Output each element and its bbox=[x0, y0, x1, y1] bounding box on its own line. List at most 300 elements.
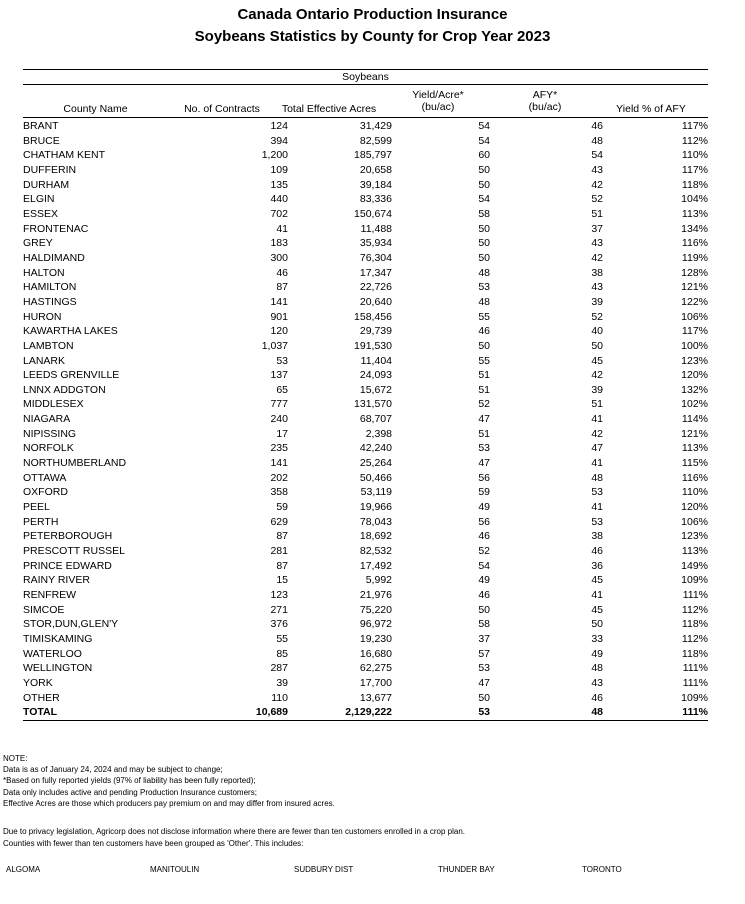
yield-per-acre-cell: 49 bbox=[478, 574, 490, 587]
col-header-contracts: No. of Contracts bbox=[184, 103, 260, 115]
total-acres-cell: 76,304 bbox=[359, 251, 392, 264]
yield-pct-afy-cell: 117% bbox=[681, 163, 708, 176]
contracts-cell: 53 bbox=[276, 354, 288, 367]
contracts-cell: 17 bbox=[276, 427, 288, 440]
total-acres-cell: 21,976 bbox=[359, 589, 392, 601]
contracts-cell: 440 bbox=[270, 193, 288, 206]
afy-cell: 40 bbox=[591, 325, 603, 338]
total-acres-cell: 131,570 bbox=[354, 398, 392, 411]
table-row bbox=[23, 383, 708, 398]
total-acres-cell: 15,672 bbox=[359, 383, 392, 396]
col-header-yield-line1: Yield/Acre* bbox=[412, 89, 464, 101]
yield-per-acre-cell: 59 bbox=[478, 486, 490, 499]
col-header-county: County Name bbox=[63, 103, 128, 115]
yield-per-acre-cell: 46 bbox=[478, 589, 490, 601]
yield-pct-afy-cell: 120% bbox=[681, 369, 708, 382]
privacy-note-line: Counties with fewer than ten customers have been grouped as 'Other'. This includes: bbox=[3, 839, 304, 848]
yield-pct-afy-cell: 113% bbox=[681, 545, 708, 558]
contracts-cell: 394 bbox=[270, 134, 288, 147]
afy-cell: 39 bbox=[591, 295, 603, 308]
yield-pct-afy-cell: 119% bbox=[681, 251, 708, 264]
county-name-cell: OTTAWA bbox=[23, 471, 67, 484]
afy-cell: 52 bbox=[591, 310, 603, 323]
county-name-cell: OTHER bbox=[23, 691, 60, 704]
county-name-cell: HURON bbox=[23, 310, 62, 323]
yield-per-acre-cell: 56 bbox=[478, 471, 490, 484]
contracts-cell: 110 bbox=[271, 691, 288, 704]
county-name-cell: CHATHAM KENT bbox=[23, 149, 106, 162]
table-row bbox=[23, 500, 708, 515]
total-acres-cell: 68,707 bbox=[359, 413, 392, 426]
table-row bbox=[23, 691, 708, 706]
table-row bbox=[23, 236, 708, 251]
afy-cell: 45 bbox=[591, 354, 603, 367]
table-row bbox=[23, 515, 708, 530]
county-name-cell: FRONTENAC bbox=[23, 222, 89, 235]
afy-cell: 51 bbox=[591, 398, 603, 411]
table-row bbox=[23, 207, 708, 222]
contracts-cell: 85 bbox=[276, 647, 288, 660]
afy-cell: 37 bbox=[591, 222, 603, 235]
afy-cell: 45 bbox=[591, 603, 603, 616]
yield-pct-afy-cell: 110% bbox=[681, 486, 708, 499]
total-acres-cell: 25,264 bbox=[359, 457, 392, 470]
yield-per-acre-cell: 54 bbox=[478, 559, 490, 572]
table-row bbox=[23, 178, 708, 193]
yield-pct-afy-cell: 112% bbox=[681, 632, 708, 645]
county-name-cell: HASTINGS bbox=[23, 295, 77, 308]
yield-per-acre-cell: 56 bbox=[478, 515, 490, 528]
table-row bbox=[23, 573, 708, 588]
yield-per-acre-cell: 49 bbox=[478, 501, 490, 514]
note-line: Data only includes active and pending Production Insurance customers; bbox=[3, 787, 257, 797]
table-row bbox=[23, 471, 708, 486]
yield-per-acre-cell: 47 bbox=[478, 457, 490, 470]
afy-cell: 50 bbox=[591, 618, 603, 631]
other-county-4: TORONTO bbox=[582, 865, 622, 874]
county-name-cell: NORFOLK bbox=[23, 442, 74, 455]
afy-cell: 54 bbox=[591, 149, 603, 162]
yield-per-acre-cell: 58 bbox=[478, 207, 490, 220]
total-acres-cell: 78,043 bbox=[359, 515, 392, 528]
note-line: Effective Acres are those which producers pay premium on and may differ from insured acres. bbox=[3, 798, 335, 808]
table-row bbox=[23, 163, 708, 178]
county-name-cell: PETERBOROUGH bbox=[23, 530, 113, 543]
yield-pct-afy-cell: 117% bbox=[681, 120, 708, 132]
note-line: Data is as of January 24, 2024 and may be subject to change; bbox=[3, 765, 223, 775]
yield-pct-afy-cell: 132% bbox=[681, 383, 708, 396]
contracts-cell: 376 bbox=[270, 618, 288, 631]
yield-per-acre-cell: 53 bbox=[478, 442, 490, 455]
note-line: NOTE: bbox=[3, 754, 28, 763]
yield-per-acre-cell: 51 bbox=[478, 427, 490, 440]
table-row bbox=[23, 559, 708, 574]
yield-per-acre-cell: 57 bbox=[478, 647, 490, 660]
table-row bbox=[23, 324, 708, 339]
total-acres-cell: 191,530 bbox=[354, 339, 392, 352]
table-row bbox=[23, 544, 708, 559]
yield-pct-afy-cell: 117% bbox=[681, 325, 708, 338]
total-acres-cell: 75,220 bbox=[359, 603, 392, 616]
table-row bbox=[23, 251, 708, 266]
contracts-cell: 141 bbox=[270, 457, 288, 470]
yield-pct-afy-cell: 109% bbox=[681, 574, 708, 587]
report-title: Canada Ontario Production Insurance bbox=[237, 6, 508, 23]
afy-cell: 48 bbox=[591, 662, 603, 675]
yield-pct-afy-cell: 121% bbox=[681, 427, 708, 440]
col-header-acres: Total Effective Acres bbox=[281, 103, 377, 115]
yield-pct-afy-cell: 115% bbox=[681, 457, 708, 470]
total-acres-cell: 17,700 bbox=[359, 676, 392, 689]
yield-per-acre-cell: 47 bbox=[478, 676, 490, 689]
county-name-cell: NIAGARA bbox=[23, 413, 71, 426]
county-name-cell: HAMILTON bbox=[23, 281, 77, 294]
afy-cell: 50 bbox=[591, 339, 603, 352]
yield-pct-afy-cell: 111% bbox=[682, 706, 708, 719]
yield-per-acre-cell: 50 bbox=[478, 178, 490, 191]
contracts-cell: 123 bbox=[270, 589, 288, 601]
afy-cell: 48 bbox=[591, 134, 603, 147]
contracts-cell: 55 bbox=[276, 632, 288, 645]
afy-cell: 46 bbox=[591, 691, 603, 704]
contracts-cell: 10,689 bbox=[255, 706, 288, 719]
yield-pct-afy-cell: 121% bbox=[681, 281, 708, 294]
afy-cell: 43 bbox=[591, 676, 603, 689]
county-name-cell: YORK bbox=[23, 676, 53, 689]
table-row bbox=[23, 354, 708, 369]
afy-cell: 33 bbox=[591, 632, 603, 645]
yield-per-acre-cell: 60 bbox=[478, 149, 490, 162]
afy-cell: 42 bbox=[591, 251, 603, 264]
county-name-cell: WELLINGTON bbox=[23, 662, 93, 675]
contracts-cell: 87 bbox=[276, 281, 288, 294]
yield-pct-afy-cell: 106% bbox=[681, 310, 708, 323]
county-name-cell: DURHAM bbox=[23, 178, 70, 191]
col-header-afy bbox=[510, 89, 580, 113]
contracts-cell: 901 bbox=[270, 310, 288, 323]
total-acres-cell: 2,129,222 bbox=[345, 706, 392, 719]
county-name-cell: STOR,DUN,GLEN'Y bbox=[23, 618, 119, 631]
yield-pct-afy-cell: 116% bbox=[681, 237, 708, 250]
yield-per-acre-cell: 55 bbox=[478, 354, 490, 367]
contracts-cell: 1,037 bbox=[261, 339, 288, 352]
contracts-cell: 120 bbox=[270, 325, 288, 338]
total-acres-cell: 82,599 bbox=[359, 134, 392, 147]
col-header-yield bbox=[400, 89, 476, 113]
yield-per-acre-cell: 51 bbox=[478, 369, 490, 382]
afy-cell: 48 bbox=[591, 471, 603, 484]
yield-pct-afy-cell: 123% bbox=[681, 530, 708, 543]
total-acres-cell: 17,492 bbox=[359, 559, 392, 572]
yield-per-acre-cell: 53 bbox=[478, 706, 490, 719]
yield-pct-afy-cell: 100% bbox=[681, 339, 708, 352]
contracts-cell: 202 bbox=[270, 471, 288, 484]
county-name-cell: TOTAL bbox=[23, 706, 58, 719]
county-name-cell: ELGIN bbox=[23, 193, 55, 206]
total-acres-cell: 42,240 bbox=[359, 442, 392, 455]
table-row bbox=[23, 456, 708, 471]
table-row bbox=[23, 310, 708, 325]
yield-per-acre-cell: 50 bbox=[478, 163, 490, 176]
table-row bbox=[23, 588, 708, 603]
county-name-cell: HALTON bbox=[23, 266, 65, 279]
afy-cell: 38 bbox=[591, 266, 603, 279]
afy-cell: 43 bbox=[591, 281, 603, 294]
yield-pct-afy-cell: 118% bbox=[681, 178, 708, 191]
contracts-cell: 39 bbox=[276, 676, 288, 689]
table-row bbox=[23, 134, 708, 149]
yield-pct-afy-cell: 102% bbox=[681, 398, 708, 411]
yield-per-acre-cell: 50 bbox=[478, 251, 490, 264]
contracts-cell: 358 bbox=[270, 486, 288, 499]
other-county-2: SUDBURY DIST bbox=[294, 865, 354, 874]
group-header: Soybeans bbox=[342, 71, 389, 83]
county-name-cell: KAWARTHA LAKES bbox=[23, 325, 118, 338]
contracts-cell: 46 bbox=[276, 266, 288, 279]
table-row bbox=[23, 266, 708, 281]
yield-pct-afy-cell: 109% bbox=[681, 691, 708, 704]
county-name-cell: HALDIMAND bbox=[23, 251, 85, 264]
yield-per-acre-cell: 53 bbox=[478, 281, 490, 294]
contracts-cell: 65 bbox=[276, 383, 288, 396]
report-subtitle: Soybeans Statistics by County for Crop Year 2023 bbox=[194, 28, 551, 45]
yield-per-acre-cell: 50 bbox=[478, 237, 490, 250]
yield-per-acre-cell: 47 bbox=[478, 413, 490, 426]
table-row bbox=[23, 119, 708, 134]
total-acres-cell: 96,972 bbox=[359, 618, 392, 631]
total-acres-cell: 20,640 bbox=[359, 295, 392, 308]
total-acres-cell: 16,680 bbox=[359, 647, 392, 660]
yield-per-acre-cell: 58 bbox=[478, 618, 490, 631]
county-name-cell: NIPISSING bbox=[23, 427, 77, 440]
yield-per-acre-cell: 52 bbox=[478, 398, 490, 411]
county-name-cell: PRINCE EDWARD bbox=[23, 559, 112, 572]
contracts-cell: 281 bbox=[270, 545, 288, 558]
yield-per-acre-cell: 55 bbox=[478, 310, 490, 323]
total-acres-cell: 11,488 bbox=[360, 222, 392, 235]
total-acres-cell: 2,398 bbox=[365, 427, 392, 440]
table-row bbox=[23, 485, 708, 500]
total-acres-cell: 35,934 bbox=[359, 237, 392, 250]
afy-cell: 53 bbox=[591, 486, 603, 499]
county-name-cell: BRANT bbox=[23, 120, 59, 132]
yield-per-acre-cell: 50 bbox=[478, 691, 490, 704]
county-name-cell: ESSEX bbox=[23, 207, 59, 220]
county-name-cell: BRUCE bbox=[23, 134, 60, 147]
afy-cell: 46 bbox=[591, 545, 603, 558]
afy-cell: 39 bbox=[591, 383, 603, 396]
col-header-yield-pct: Yield % of AFY bbox=[616, 103, 686, 115]
total-acres-cell: 13,677 bbox=[359, 691, 392, 704]
yield-per-acre-cell: 46 bbox=[478, 530, 490, 543]
contracts-cell: 135 bbox=[270, 178, 288, 191]
afy-cell: 36 bbox=[591, 559, 603, 572]
afy-cell: 42 bbox=[591, 369, 603, 382]
yield-pct-afy-cell: 111% bbox=[682, 589, 708, 601]
afy-cell: 38 bbox=[591, 530, 603, 543]
other-county-3: THUNDER BAY bbox=[438, 865, 495, 874]
yield-per-acre-cell: 46 bbox=[478, 325, 490, 338]
table-row bbox=[23, 192, 708, 207]
yield-pct-afy-cell: 114% bbox=[681, 413, 708, 426]
column-header-rule bbox=[23, 117, 708, 118]
table-row bbox=[23, 397, 708, 412]
contracts-cell: 235 bbox=[270, 442, 288, 455]
afy-cell: 41 bbox=[591, 457, 603, 470]
table-row bbox=[23, 368, 708, 383]
table-row bbox=[23, 529, 708, 544]
county-name-cell: LEEDS GRENVILLE bbox=[23, 369, 120, 382]
contracts-cell: 777 bbox=[270, 398, 288, 411]
yield-pct-afy-cell: 122% bbox=[681, 295, 708, 308]
county-name-cell: WATERLOO bbox=[23, 647, 82, 660]
yield-per-acre-cell: 53 bbox=[478, 662, 490, 675]
yield-pct-afy-cell: 116% bbox=[681, 471, 708, 484]
yield-per-acre-cell: 48 bbox=[478, 266, 490, 279]
contracts-cell: 59 bbox=[276, 501, 288, 514]
yield-per-acre-cell: 50 bbox=[478, 222, 490, 235]
yield-pct-afy-cell: 123% bbox=[681, 354, 708, 367]
table-row bbox=[23, 617, 708, 632]
total-acres-cell: 185,797 bbox=[354, 149, 392, 162]
other-county-0: ALGOMA bbox=[6, 865, 41, 874]
yield-pct-afy-cell: 128% bbox=[681, 266, 708, 279]
contracts-cell: 124 bbox=[270, 120, 288, 132]
group-header-rule bbox=[23, 84, 708, 85]
county-name-cell: PRESCOTT RUSSEL bbox=[23, 545, 125, 558]
table-row bbox=[23, 603, 708, 618]
contracts-cell: 87 bbox=[276, 530, 288, 543]
yield-per-acre-cell: 54 bbox=[478, 134, 490, 147]
note-line: *Based on fully reported yields (97% of liability has been fully reported); bbox=[3, 776, 256, 786]
yield-pct-afy-cell: 106% bbox=[681, 515, 708, 528]
total-acres-cell: 5,992 bbox=[365, 574, 392, 587]
county-name-cell: TIMISKAMING bbox=[23, 632, 93, 645]
afy-cell: 42 bbox=[591, 427, 603, 440]
table-row bbox=[23, 661, 708, 676]
county-name-cell: RAINY RIVER bbox=[23, 574, 90, 587]
table-row bbox=[23, 647, 708, 662]
total-acres-cell: 18,692 bbox=[359, 530, 392, 543]
table-bottom-rule bbox=[23, 720, 708, 721]
county-name-cell: DUFFERIN bbox=[23, 163, 77, 176]
afy-cell: 43 bbox=[591, 237, 603, 250]
county-name-cell: LNNX ADDGTON bbox=[23, 383, 106, 396]
other-county-1: MANITOULIN bbox=[150, 865, 200, 874]
afy-cell: 46 bbox=[591, 120, 603, 132]
table-row bbox=[23, 676, 708, 691]
contracts-cell: 240 bbox=[270, 413, 288, 426]
table-row bbox=[23, 295, 708, 310]
afy-cell: 48 bbox=[591, 706, 603, 719]
contracts-cell: 300 bbox=[270, 251, 288, 264]
yield-pct-afy-cell: 113% bbox=[681, 442, 708, 455]
col-header-afy-line1: AFY* bbox=[532, 89, 558, 101]
contracts-cell: 141 bbox=[270, 295, 288, 308]
afy-cell: 41 bbox=[591, 501, 603, 514]
yield-pct-afy-cell: 149% bbox=[681, 559, 708, 572]
yield-pct-afy-cell: 104% bbox=[681, 193, 708, 206]
contracts-cell: 109 bbox=[270, 163, 288, 176]
county-name-cell: MIDDLESEX bbox=[23, 398, 84, 411]
total-acres-cell: 82,532 bbox=[359, 545, 392, 558]
total-acres-cell: 39,184 bbox=[359, 178, 392, 191]
county-name-cell: RENFREW bbox=[23, 589, 77, 601]
yield-per-acre-cell: 50 bbox=[478, 339, 490, 352]
table-row bbox=[23, 280, 708, 295]
total-acres-cell: 83,336 bbox=[359, 193, 392, 206]
county-name-cell: OXFORD bbox=[23, 486, 68, 499]
yield-pct-afy-cell: 112% bbox=[681, 603, 708, 616]
yield-pct-afy-cell: 111% bbox=[682, 676, 708, 689]
afy-cell: 51 bbox=[591, 207, 603, 220]
yield-pct-afy-cell: 111% bbox=[682, 662, 708, 675]
total-acres-cell: 50,466 bbox=[359, 471, 392, 484]
yield-pct-afy-cell: 110% bbox=[681, 149, 708, 162]
table-row bbox=[23, 441, 708, 456]
yield-pct-afy-cell: 113% bbox=[681, 207, 708, 220]
total-acres-cell: 29,739 bbox=[359, 325, 392, 338]
afy-cell: 53 bbox=[591, 515, 603, 528]
contracts-cell: 87 bbox=[276, 559, 288, 572]
privacy-notes-block bbox=[3, 826, 465, 850]
county-name-cell: LANARK bbox=[23, 354, 66, 367]
yield-per-acre-cell: 51 bbox=[478, 383, 490, 396]
total-acres-cell: 11,404 bbox=[360, 354, 392, 367]
county-name-cell: NORTHUMBERLAND bbox=[23, 457, 127, 470]
table-body bbox=[23, 119, 708, 720]
yield-per-acre-cell: 54 bbox=[478, 120, 490, 132]
header-top-rule bbox=[23, 69, 708, 70]
total-acres-cell: 24,093 bbox=[359, 369, 392, 382]
afy-cell: 41 bbox=[591, 413, 603, 426]
contracts-cell: 41 bbox=[276, 222, 288, 235]
yield-pct-afy-cell: 120% bbox=[681, 501, 708, 514]
yield-per-acre-cell: 48 bbox=[478, 295, 490, 308]
table-row bbox=[23, 222, 708, 237]
yield-per-acre-cell: 37 bbox=[478, 632, 490, 645]
table-row bbox=[23, 412, 708, 427]
yield-pct-afy-cell: 118% bbox=[681, 647, 708, 660]
afy-cell: 49 bbox=[591, 647, 603, 660]
total-acres-cell: 20,658 bbox=[359, 163, 392, 176]
table-row bbox=[23, 427, 708, 442]
yield-per-acre-cell: 50 bbox=[478, 603, 490, 616]
yield-pct-afy-cell: 134% bbox=[681, 222, 708, 235]
table-row bbox=[23, 148, 708, 163]
county-name-cell: SIMCOE bbox=[23, 603, 65, 616]
afy-cell: 43 bbox=[591, 163, 603, 176]
afy-cell: 45 bbox=[591, 574, 603, 587]
contracts-cell: 137 bbox=[270, 369, 288, 382]
table-row bbox=[23, 632, 708, 647]
yield-per-acre-cell: 54 bbox=[478, 193, 490, 206]
contracts-cell: 629 bbox=[270, 515, 288, 528]
county-name-cell: LAMBTON bbox=[23, 339, 74, 352]
total-acres-cell: 158,456 bbox=[354, 310, 392, 323]
yield-pct-afy-cell: 112% bbox=[681, 134, 708, 147]
table-row bbox=[23, 339, 708, 354]
total-acres-cell: 19,966 bbox=[359, 501, 392, 514]
contracts-cell: 271 bbox=[270, 603, 288, 616]
col-header-afy-line2: (bu/ac) bbox=[528, 101, 562, 113]
contracts-cell: 15 bbox=[276, 574, 288, 587]
privacy-note-line: Due to privacy legislation, Agricorp does not disclose information where there are fewer than ten customers enrolled in a crop plan. bbox=[3, 827, 466, 836]
total-acres-cell: 31,429 bbox=[359, 120, 392, 132]
county-name-cell: PEEL bbox=[23, 501, 50, 514]
col-header-yield-line2: (bu/ac) bbox=[421, 101, 455, 113]
afy-cell: 47 bbox=[591, 442, 603, 455]
